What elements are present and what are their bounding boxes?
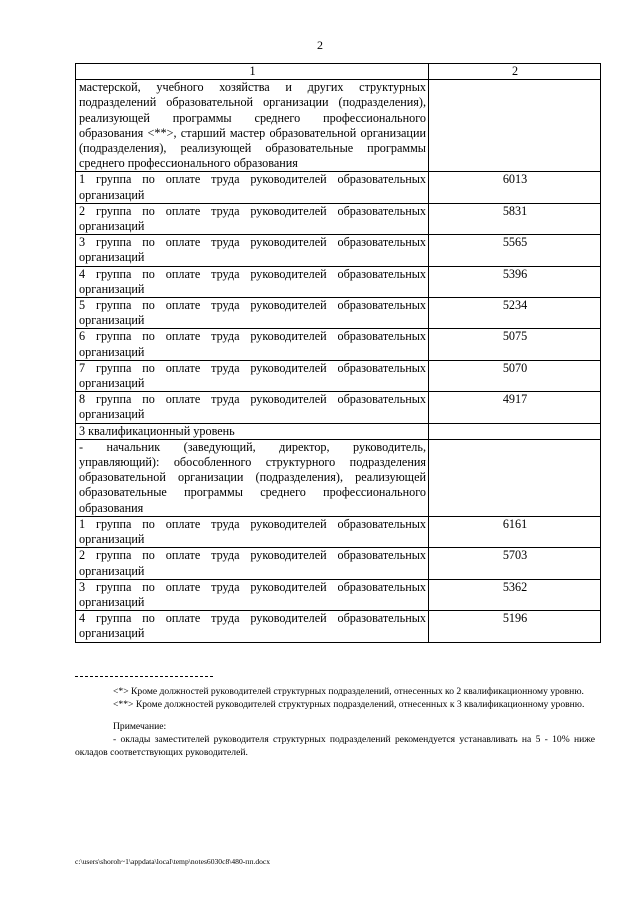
row-value: 5703	[429, 548, 601, 579]
row-description: 4 группа по оплате труда руководителей образовательных организаций	[76, 611, 429, 642]
row-value: 6013	[429, 172, 601, 203]
salary-table	[75, 63, 601, 643]
row-description: 1 группа по оплате труда руководителей образовательных организаций	[76, 516, 429, 547]
page-number: 2	[317, 38, 323, 52]
row-value	[429, 423, 601, 439]
table-row	[76, 548, 601, 579]
table-row	[76, 611, 601, 642]
table-row	[76, 329, 601, 360]
row-description: 2 группа по оплате труда руководителей образовательных организаций	[76, 203, 429, 234]
row-value: 5070	[429, 360, 601, 391]
row-description: мастерской, учебного хозяйства и других структурных подразделений образовательной организации (подразделения), реализующей программы среднего профессионального образования <**>, старший мастер образовательной организации (подразделения), реализующей образовательные программы среднего профессионального образования	[76, 80, 429, 172]
row-description: 5 группа по оплате труда руководителей образовательных организаций	[76, 298, 429, 329]
row-description: 3 квалификационный уровень	[76, 423, 429, 439]
footnote-separator	[75, 676, 213, 677]
footnote-1: <*> Кроме должностей руководителей структурных подразделений, отнесенных ко 2 квалификационному уровню.	[113, 686, 584, 697]
row-value	[429, 80, 601, 172]
row-description: 6 группа по оплате труда руководителей образовательных организаций	[76, 329, 429, 360]
table-row	[76, 360, 601, 391]
row-value: 5196	[429, 611, 601, 642]
column-header-1: 1	[76, 64, 429, 80]
note-text: - оклады заместителей руководителя структурных подразделений рекомендуется устанавливать на 5 - 10% ниже окладов соответствующих руководителей.	[75, 734, 595, 758]
row-value: 5075	[429, 329, 601, 360]
row-description: 4 группа по оплате труда руководителей образовательных организаций	[76, 266, 429, 297]
column-header-2: 2	[429, 64, 601, 80]
file-path: c:\users\shoroh~1\appdata\local\temp\notes6030c8\480-пп.docx	[75, 857, 271, 866]
row-value: 5234	[429, 298, 601, 329]
row-value: 5396	[429, 266, 601, 297]
table-row	[76, 80, 601, 172]
table-row	[76, 579, 601, 610]
table-row	[76, 172, 601, 203]
row-value: 5565	[429, 235, 601, 266]
table-row	[76, 439, 601, 516]
row-description: 8 группа по оплате труда руководителей образовательных организаций	[76, 392, 429, 423]
row-description: 3 группа по оплате труда руководителей образовательных организаций	[76, 235, 429, 266]
table-row	[76, 235, 601, 266]
footnotes	[75, 676, 595, 759]
row-value: 4917	[429, 392, 601, 423]
row-value: 5831	[429, 203, 601, 234]
table-header-row	[76, 64, 601, 80]
row-value: 5362	[429, 579, 601, 610]
row-description: 1 группа по оплате труда руководителей образовательных организаций	[76, 172, 429, 203]
row-description: - начальник (заведующий, директор, руководитель, управляющий): обособленного структурного подразделения образовательной организации (подразделения), реализующей образовательные программы среднего профессионального образования	[76, 439, 429, 516]
row-description: 7 группа по оплате труда руководителей образовательных организаций	[76, 360, 429, 391]
row-description: 2 группа по оплате труда руководителей образовательных организаций	[76, 548, 429, 579]
table-row	[76, 266, 601, 297]
table-row	[76, 423, 601, 439]
row-description: 3 группа по оплате труда руководителей образовательных организаций	[76, 579, 429, 610]
row-value: 6161	[429, 516, 601, 547]
table-row	[76, 392, 601, 423]
table-row	[76, 298, 601, 329]
table-row	[76, 203, 601, 234]
table-row	[76, 516, 601, 547]
row-value	[429, 439, 601, 516]
note-title: Примечание:	[113, 721, 167, 732]
footnote-2: <**> Кроме должностей руководителей структурных подразделений, отнесенных к 3 квалификационному уровню.	[113, 699, 585, 710]
